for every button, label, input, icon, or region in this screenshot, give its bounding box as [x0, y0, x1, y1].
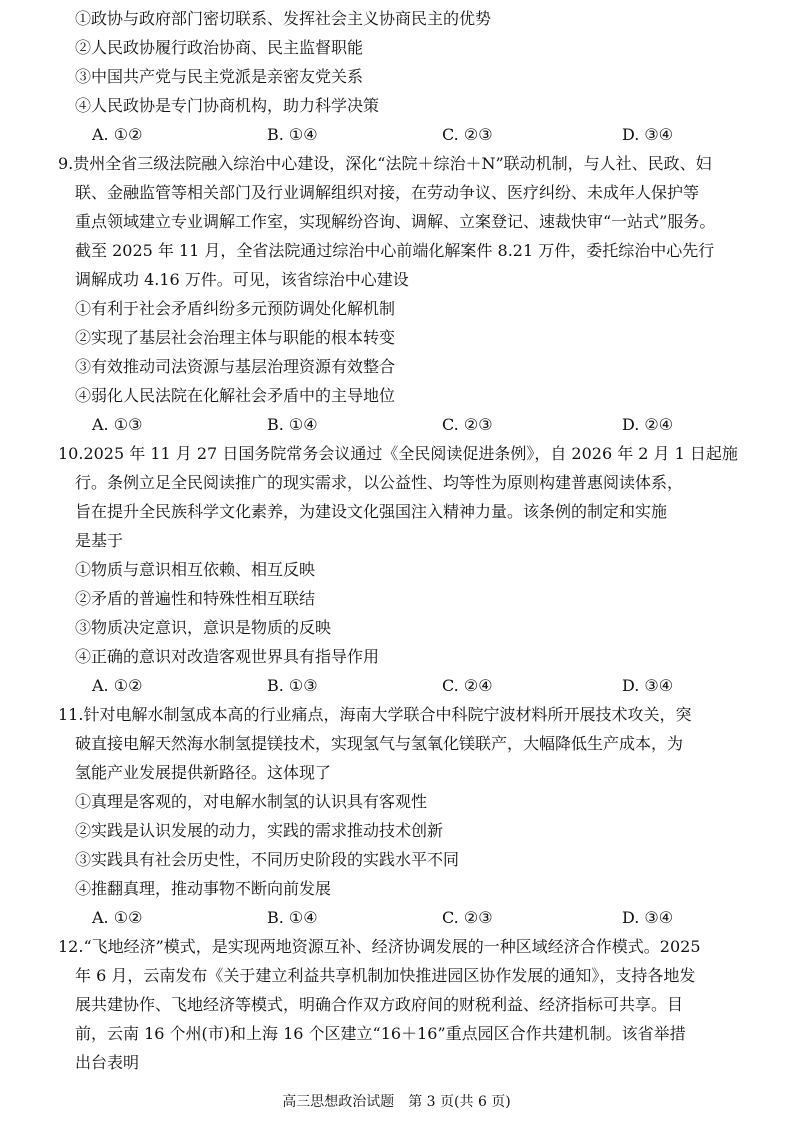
q9-option-3: ③有效推动司法资源与基层治理资源有效整合 [75, 357, 396, 376]
q12-line-2: 年 6 月，云南发布《关于建立利益共享机制加快推进园区协作发展的通知》，支持各地发 [75, 966, 696, 985]
choice-a: A. ①② [92, 676, 143, 695]
q11-choices [92, 908, 692, 928]
q10-line-3: 旨在提升全民族科学文化素养，为建设文化强国注入精神力量。该条例的制定和实施 [75, 502, 668, 521]
prev-option-4: ④人民政协是专门协商机构，助力科学决策 [75, 96, 380, 115]
q9-line-1: 9.贵州全省三级法院融入综治中心建设，深化“法院＋综治＋N”联动机制，与人社、民政、妇 [58, 154, 712, 173]
prev-choices [92, 125, 692, 145]
q12-line-1: 12.“飞地经济”模式，是实现两地资源互补、经济协调发展的一种区域经济合作模式。2025 [58, 937, 701, 956]
q11-line-3: 氢能产业发展提供新路径。这体现了 [75, 763, 332, 782]
choice-d: D. ②④ [622, 415, 674, 434]
q10-choices [92, 676, 692, 696]
page-footer: 高三思想政治试题 第 3 页(共 6 页) [282, 1094, 511, 1110]
q9-option-1: ①有利于社会矛盾纠纷多元预防调处化解机制 [75, 299, 396, 318]
choice-a: A. ①② [92, 908, 143, 927]
q10-option-3: ③物质决定意识，意识是物质的反映 [75, 618, 332, 637]
q10-option-4: ④正确的意识对改造客观世界具有指导作用 [75, 647, 380, 666]
q11-option-4: ④推翻真理，推动事物不断向前发展 [75, 879, 332, 898]
choice-d: D. ③④ [622, 125, 674, 144]
q9-line-5: 调解成功 4.16 万件。可见，该省综治中心建设 [75, 270, 409, 289]
q10-line-2: 行。条例立足全民阅读推广的现实需求，以公益性、均等性为原则构建普惠阅读体系， [75, 473, 684, 492]
choice-c: C. ②④ [442, 676, 493, 695]
choice-c: C. ②③ [442, 125, 493, 144]
choice-b: B. ①④ [267, 125, 318, 144]
q12-line-4: 前，云南 16 个州(市)和上海 16 个区建立“16＋16”重点园区合作共建机制。该省举措 [75, 1024, 686, 1043]
choice-d: D. ③④ [622, 908, 674, 927]
prev-option-3: ③中国共产党与民主党派是亲密友党关系 [75, 67, 364, 86]
q10-option-2: ②矛盾的普遍性和特殊性相互联结 [75, 589, 316, 608]
q10-option-1: ①物质与意识相互依赖、相互反映 [75, 560, 316, 579]
q12-line-3: 展共建协作、飞地经济等模式，明确合作双方政府间的财税利益、经济指标可共享。目 [75, 995, 684, 1014]
q11-option-1: ①真理是客观的，对电解水制氢的认识具有客观性 [75, 792, 428, 811]
prev-option-1: ①政协与政府部门密切联系、发挥社会主义协商民主的优势 [75, 9, 492, 28]
q11-line-2: 破直接电解天然海水制氢提镁技术，实现氢气与氢氧化镁联产，大幅降低生产成本，为 [75, 734, 684, 753]
choice-b: B. ①③ [267, 676, 318, 695]
q9-option-2: ②实现了基层社会治理主体与职能的根本转变 [75, 328, 396, 347]
choice-d: D. ③④ [622, 676, 674, 695]
q11-option-3: ③实践具有社会历史性，不同历史阶段的实践水平不同 [75, 850, 460, 869]
q12-line-5: 出台表明 [75, 1053, 140, 1072]
q9-line-2: 联、金融监管等相关部门及行业调解组织对接，在劳动争议、医疗纠纷、未成年人保护等 [75, 183, 700, 202]
choice-b: B. ①④ [267, 908, 318, 927]
q9-line-3: 重点领域建立专业调解工作室，实现解纷咨询、调解、立案登记、速裁快审“一站式”服务。 [75, 212, 716, 231]
choice-a: A. ①② [92, 125, 143, 144]
q9-line-4: 截至 2025 年 11 月，全省法院通过综治中心前端化解案件 8.21 万件，委托综治中心先行 [75, 241, 715, 260]
q10-line-4: 是基于 [75, 531, 124, 550]
choice-c: C. ②③ [442, 415, 493, 434]
q9-option-4: ④弱化人民法院在化解社会矛盾中的主导地位 [75, 386, 396, 405]
choice-a: A. ①③ [92, 415, 143, 434]
prev-option-2: ②人民政协履行政治协商、民主监督职能 [75, 38, 364, 57]
q11-option-2: ②实践是认识发展的动力，实践的需求推动技术创新 [75, 821, 444, 840]
choice-c: C. ②③ [442, 908, 493, 927]
q10-line-1: 10.2025 年 11 月 27 日国务院常务会议通过《全民阅读促进条例》，自 2026 年 2 月 1 日起施 [58, 444, 738, 463]
q9-choices [92, 415, 692, 435]
q11-line-1: 11.针对电解水制氢成本高的行业痛点，海南大学联合中科院宁波材料所开展技术攻关，突 [58, 705, 692, 724]
choice-b: B. ①④ [267, 415, 318, 434]
